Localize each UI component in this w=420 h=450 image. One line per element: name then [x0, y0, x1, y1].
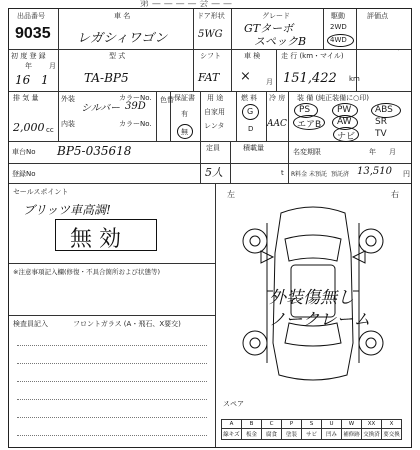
capacity-value-cell [201, 163, 231, 183]
equip-airbag: エアB [297, 120, 322, 130]
transfer-cell [289, 141, 411, 163]
score-cross-mark [357, 9, 411, 51]
color-cell [59, 91, 157, 141]
equip-ps: PS [299, 105, 311, 115]
drive-cell [324, 9, 357, 49]
transfer-year: 年 [369, 148, 376, 156]
legend-name: 線キズ [222, 429, 242, 440]
legend-name: 要交換 [382, 429, 402, 440]
legend-name: 塗装 [282, 429, 302, 440]
inspector-line [17, 417, 207, 418]
inspector-line [17, 399, 207, 400]
score-cross-cell [357, 49, 411, 91]
reg-no-cell [9, 163, 201, 183]
grade-cell [232, 9, 324, 49]
sales-point-value: ブリッツ車高調! [23, 203, 111, 217]
header-fragment: 第 — — — — 会 — — [140, 0, 233, 9]
first-reg-label: 初 度 登 録 [11, 52, 46, 60]
equipment-cell [289, 91, 411, 141]
inspection-cell [232, 49, 277, 91]
invalid-stamp [55, 219, 157, 251]
equip-sr: SR [375, 117, 387, 127]
chassis-label: 車台No [12, 148, 36, 156]
sales-point-label: セールスポイント [13, 188, 69, 196]
legend-name: 腐食 [262, 429, 282, 440]
car-name-value: レガシィワゴン [77, 31, 168, 46]
mileage-label: 走 行 (km・マイル) [281, 52, 344, 60]
drive-4wd-circle [327, 34, 354, 47]
load-label: 積載量 [243, 144, 264, 152]
recycle-unpaid: 未預託 [309, 171, 328, 178]
reg-no-label: 登録No [12, 170, 36, 178]
auction-sheet [8, 8, 412, 448]
legend-name: 板金 [242, 429, 262, 440]
equip-abs: ABS [375, 105, 393, 115]
transfer-month: 月 [389, 148, 396, 156]
recycle-paid: 預託済 [331, 171, 350, 178]
load-value-cell [231, 163, 289, 183]
equip-aw: AW [337, 117, 352, 127]
warranty-label: 保証書 [174, 94, 195, 102]
legend-code: C [262, 420, 282, 429]
color-change-cell [157, 91, 174, 141]
legend-code: U [322, 420, 342, 429]
door-value: 5WG [198, 29, 223, 40]
lot-number: 9035 [15, 25, 51, 42]
diagram-area [215, 183, 411, 447]
capacity-value: 5人 [205, 166, 223, 179]
fuel-d: D [248, 125, 254, 133]
equip-pw: PW [337, 105, 352, 115]
row-recycle [9, 163, 411, 184]
damage-legend [221, 419, 402, 440]
year-label: 年 [25, 62, 32, 70]
use-rental: レンタ [204, 122, 225, 130]
color-change-label: 色替 [160, 96, 174, 104]
drive-4wd: 4WD [330, 36, 347, 44]
lot-label: 出品番号 [17, 12, 45, 20]
chassis-value: BP5-035618 [57, 144, 132, 158]
legend-name: 交換済 [362, 429, 382, 440]
legend-codes-row [222, 420, 402, 429]
inspector-line [17, 345, 207, 346]
warranty-yes: 有 [181, 110, 188, 118]
recycle-label: R料金 [291, 171, 308, 178]
exterior-label: 外装 [61, 95, 75, 103]
displacement-label: 排 気 量 [13, 94, 39, 102]
reg-year: 16 [15, 73, 31, 87]
shift-cell [194, 49, 232, 91]
row-vehicle [9, 9, 411, 50]
legend-code: A [222, 420, 242, 429]
ac-value: AAC [267, 119, 287, 129]
sales-point-box [9, 183, 216, 264]
recycle-value: 13,510 [357, 166, 392, 177]
first-reg-cell [9, 49, 59, 91]
warranty-no-circle [177, 124, 193, 139]
color-value: シルバー [81, 103, 121, 114]
shift-value: FAT [198, 71, 220, 84]
fuel-g-circle [242, 104, 259, 120]
mileage-unit: km [349, 75, 360, 83]
grade-value-1: GTターボ [244, 22, 294, 35]
mileage-cell [277, 49, 360, 91]
equip-tv: TV [375, 129, 387, 139]
legend-code: W [342, 420, 362, 429]
model-label: 型 式 [109, 52, 126, 60]
legend-code: X [382, 420, 402, 429]
equip-abs-circle [371, 103, 401, 118]
legend-code: P [282, 420, 302, 429]
equipment-label: 装 備 (純正装備に○印) [297, 94, 370, 102]
door-label: ドア形状 [197, 12, 225, 20]
door-cell [194, 9, 232, 49]
chassis-cell [9, 141, 201, 163]
mileage-value: 151,422 [283, 71, 337, 86]
displacement-value: 2,000 [13, 121, 45, 134]
use-private: 自家用 [204, 108, 225, 116]
fuel-cell [237, 91, 267, 141]
lot-cell [9, 9, 59, 49]
diagram-left-label: 左 [227, 190, 235, 199]
transfer-label: 名変期限 [293, 148, 321, 156]
interior-label: 内装 [61, 120, 75, 128]
car-name-cell [59, 9, 194, 49]
grade-value-2: スペックB [254, 35, 307, 48]
spare-label: スペア [223, 400, 244, 408]
legend-name: 補修跡 [342, 429, 362, 440]
diagram-right-label: 右 [391, 190, 399, 199]
warranty-no: 無 [181, 128, 188, 136]
use-label: 用 途 [207, 94, 224, 102]
row-registration [9, 49, 411, 92]
notes-box [9, 263, 216, 316]
legend-code: XX [362, 420, 382, 429]
model-cell [59, 49, 194, 91]
legend-code: S [302, 420, 322, 429]
car-name-label: 車 名 [114, 12, 131, 20]
legend-name: サビ [302, 429, 322, 440]
row-chassis [9, 141, 411, 164]
color-no-label: カラーNo. [119, 94, 152, 102]
load-cell [231, 141, 289, 163]
shift-label: シフト [200, 52, 221, 60]
grade-label: グレード [262, 12, 290, 20]
reg-month: 1 [41, 73, 49, 87]
warranty-cell [171, 91, 201, 141]
inspector-line [17, 435, 207, 436]
score-label: 評価点 [367, 12, 388, 20]
inspector-line [17, 363, 207, 364]
inspector-line [17, 381, 207, 382]
row-engine [9, 91, 411, 142]
interior-no-label: カラーNo. [119, 120, 152, 128]
equip-navi: ナビ [337, 132, 356, 142]
ac-label: 冷 房 [269, 94, 286, 102]
inspection-label: 車 検 [244, 52, 261, 60]
recycle-unit: 円 [403, 170, 410, 178]
capacity-label: 定員 [206, 144, 220, 152]
inspection-month: 月 [266, 78, 273, 86]
diagram-note-1: 外装傷無し [269, 288, 354, 308]
glass-label: フロントガラス (A・飛石、X要交) [73, 320, 181, 328]
inspection-value: × [240, 69, 251, 84]
recycle-cell [289, 163, 411, 183]
legend-code: B [242, 420, 262, 429]
displacement-cell [9, 91, 59, 141]
capacity-cell [201, 141, 231, 163]
load-unit: t [281, 169, 284, 177]
fuel-label: 燃 料 [241, 94, 258, 102]
ac-cell [267, 91, 289, 141]
color-no-value: 39D [125, 101, 146, 112]
notes-label: ※注意事項記入欄(修復・不具合箇所および状態等) [13, 268, 161, 276]
drive-label: 駆動 [331, 12, 345, 20]
equip-navi-circle [333, 127, 359, 142]
inspector-label: 検査員記入 [13, 320, 48, 328]
use-cell [201, 91, 237, 141]
diagram-note-2: ノークレーム [269, 310, 371, 330]
inspector-box [9, 315, 216, 447]
model-value: TA-BP5 [84, 71, 129, 85]
equip-airbag-circle [293, 115, 325, 130]
drive-2wd: 2WD [330, 23, 347, 31]
invalid-stamp-text: 無 効 [70, 227, 121, 252]
legend-name: 凹み [322, 429, 342, 440]
legend-names-row [222, 429, 402, 440]
fuel-g: G [247, 107, 254, 116]
displacement-unit: cc [46, 126, 54, 134]
month-label: 月 [49, 62, 56, 70]
